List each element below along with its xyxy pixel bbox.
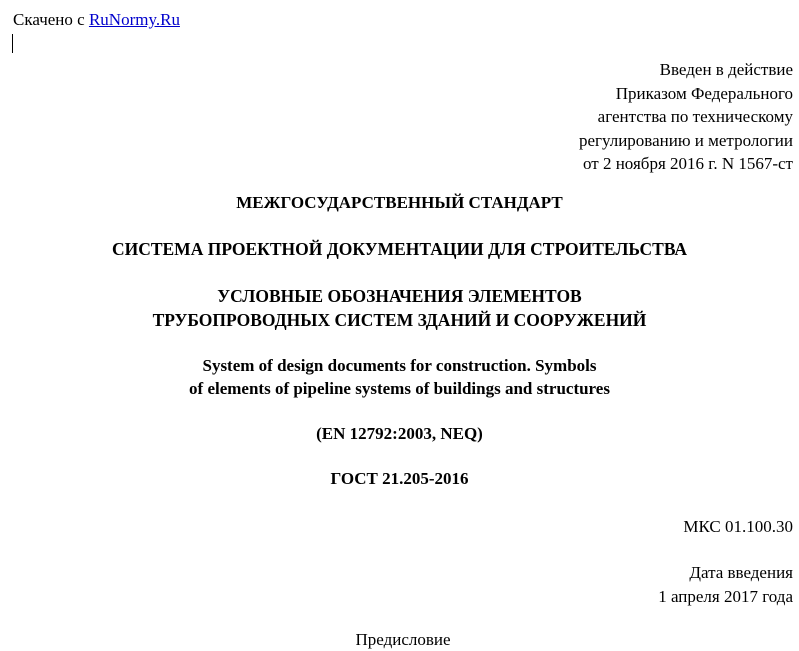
title-en-line: System of design documents for construction. Symbols xyxy=(202,356,597,375)
enactment-line: от 2 ноября 2016 г. N 1567-ст xyxy=(583,154,793,173)
foreword-heading: Предисловие xyxy=(355,630,451,649)
source-prefix: Скачено с xyxy=(13,10,89,29)
standard-equivalence: (EN 12792:2003, NEQ) xyxy=(316,424,483,443)
enactment-line: Введен в действие xyxy=(659,60,793,79)
standard-system-heading: СИСТЕМА ПРОЕКТНОЙ ДОКУМЕНТАЦИИ ДЛЯ СТРОИТЕЛЬСТВА xyxy=(111,239,688,259)
title-ru-line: УСЛОВНЫЕ ОБОЗНАЧЕНИЯ ЭЛЕМЕНТОВ xyxy=(217,286,582,306)
source-line xyxy=(13,10,180,30)
mks-code: МКС 01.100.30 xyxy=(683,517,793,536)
effective-date-block xyxy=(658,561,793,608)
standard-title-ru xyxy=(0,284,799,332)
standard-code: ГОСТ 21.205-2016 xyxy=(330,469,469,488)
enactment-line: Приказом Федерального xyxy=(615,83,793,103)
title-en-line: of elements of pipeline systems of buildings and structures xyxy=(189,379,610,398)
title-ru-line: ТРУБОПРОВОДНЫХ СИСТЕМ ЗДАНИЙ И СООРУЖЕНИЙ xyxy=(152,310,647,330)
standard-title-en xyxy=(0,354,799,400)
enactment-line: агентства по техническому xyxy=(597,107,793,126)
effective-date: 1 апреля 2017 года xyxy=(658,586,793,606)
standard-type-heading: МЕЖГОСУДАРСТВЕННЫЙ СТАНДАРТ xyxy=(236,193,563,212)
enactment-block xyxy=(579,58,793,176)
enactment-line: регулированию и метрологии xyxy=(578,130,793,150)
text-cursor xyxy=(12,34,13,53)
effective-label: Дата введения xyxy=(689,563,793,582)
source-link[interactable]: RuNormy.Ru xyxy=(88,10,180,29)
